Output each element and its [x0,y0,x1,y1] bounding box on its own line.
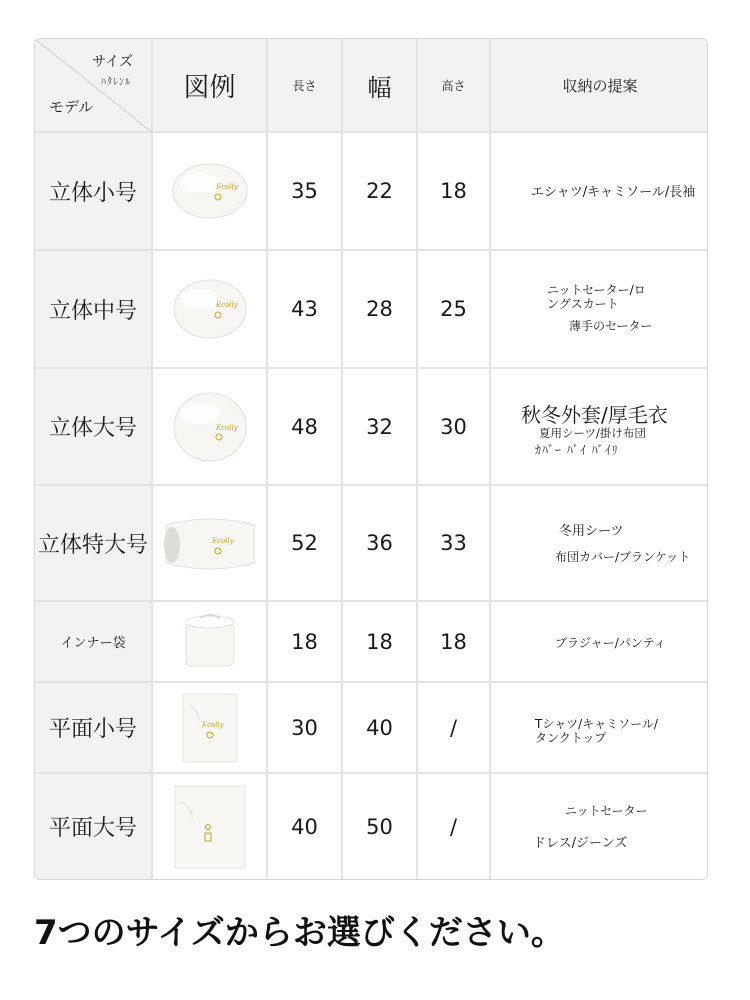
suggestion-text: ニットセーター [565,804,648,818]
round-bag-icon [170,277,250,341]
header-suggestion-label: 収納の提案 [562,76,638,95]
suggestion-text: 夏用シーツ/掛け布団 [539,426,646,440]
length-value: 35 [291,179,318,203]
table-row [35,133,708,251]
large-bag-icon [160,511,260,575]
width-value: 50 [366,814,393,839]
table-row [35,774,708,880]
height-value: 33 [440,531,467,555]
bag-image [153,774,268,880]
header-length-label: 長さ [292,78,317,93]
table-row [35,251,708,369]
suggestion-text: 秋冬外套/厚毛衣 [521,403,668,427]
svg-text:Ecolly: Ecolly [201,720,224,729]
suggestion-text: 薄手のセーター [569,319,653,333]
suggestion-text: タンクトップ [535,731,607,745]
suggestion-text: 冬用シーツ [559,524,624,539]
width-value: 32 [366,414,393,439]
cylinder-bag-icon [180,610,240,674]
model-name: インナー袋 [60,636,126,651]
header-height-label: 高さ [441,78,466,93]
width-value: 28 [366,297,393,321]
model-name: 平面大号 [48,816,137,841]
model-name: 立体中号 [48,298,137,324]
table-row [35,486,708,602]
round-bag-icon [170,390,250,464]
bag-image [153,602,268,683]
model-name: 平面小号 [48,717,137,742]
svg-text:Ecolly: Ecolly [215,183,238,191]
suggestion-text: ドレス/ジーンズ [533,836,628,851]
height-value: 30 [440,414,467,439]
table-header-row [35,39,708,133]
model-name: 立体大号 [48,416,137,441]
header-width-cell [343,39,418,133]
suggestion-text: ｶﾊﾞｰ ﾊﾞｲ ﾊﾞｲﾘ [535,443,619,457]
suggestion-text: エシャツ/キャミソール/長袖 [531,185,696,200]
suggestion-text: ングスカート [547,297,619,311]
height-value: 18 [440,179,467,203]
suggestion-text: ニットセーター/ロ [547,283,646,297]
suggestion-text: ブラジャー/パンティ [555,636,666,650]
bag-image [153,251,268,369]
length-value: 30 [291,715,318,740]
length-value: 40 [291,814,318,839]
length-value: 18 [291,629,318,654]
length-value: 52 [291,531,318,555]
height-value: / [449,814,458,839]
width-value: 22 [366,179,393,203]
width-value: 18 [366,629,393,654]
bag-image [153,369,268,486]
bag-image [153,486,268,602]
header-height-cell [418,39,491,133]
round-bag-icon [170,161,250,221]
bag-image [153,683,268,774]
table-row [35,602,708,683]
width-value: 40 [366,715,393,740]
height-value: / [449,715,458,740]
suggestion-text: Tシャツ/キャミソール/ [535,717,658,731]
flat-bag-icon [180,691,240,765]
size-table [34,38,708,880]
width-value: 36 [366,531,393,555]
header-suggestion-cell [491,39,708,133]
header-model-size-cell [35,39,153,133]
header-image-label: 図例 [183,72,236,103]
length-value: 48 [291,414,318,439]
footer-caption: 7つのサイズからお選びください。 [34,913,565,953]
svg-text:Ecolly: Ecolly [211,537,234,545]
header-size-scribble: ﾊﾀﾚﾝﾙ [101,77,131,88]
header-image-cell [153,39,268,133]
header-model-label: モデル [49,98,94,116]
header-size-label: サイズ [92,54,133,70]
length-value: 43 [291,297,318,321]
bag-image [153,133,268,251]
height-value: 25 [440,297,467,321]
header-width-label: 幅 [367,73,392,102]
header-length-cell [268,39,343,133]
flat-bag-icon [172,783,248,871]
model-name: 立体特大号 [37,532,148,558]
table-row [35,683,708,774]
svg-text:Ecolly: Ecolly [215,301,238,309]
model-name: 立体小号 [48,180,137,206]
suggestion-text: 布団カバー/ブランケット [555,550,691,564]
table-row [35,369,708,486]
height-value: 18 [440,629,467,654]
svg-text:Ecolly: Ecolly [215,423,238,432]
